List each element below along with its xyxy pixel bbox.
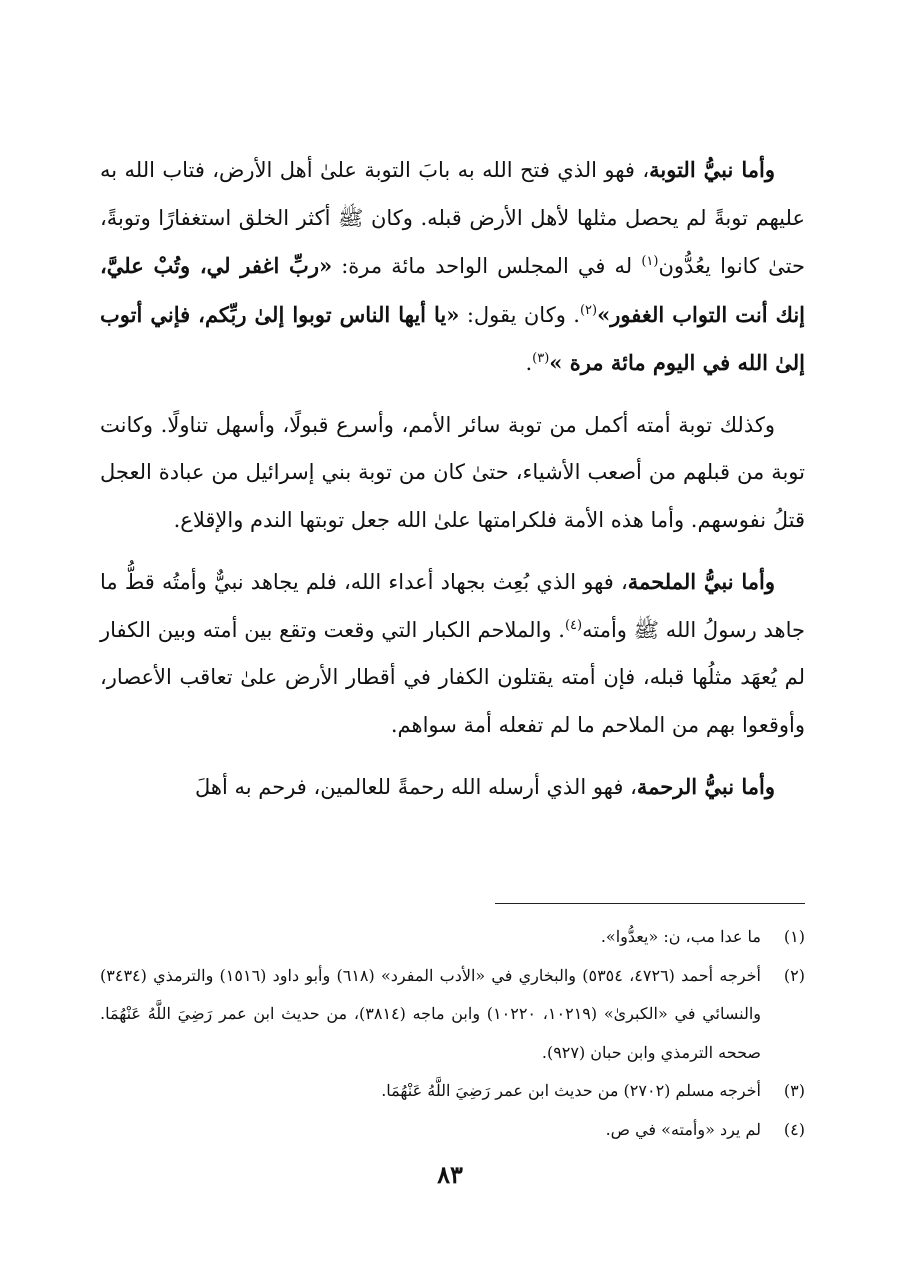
- paragraph-text: .: [525, 351, 533, 375]
- paragraph-text: وكذلك توبة أمته أكمل من توبة سائر الأمم، وأسرع قبولًا، وأسهل تناولًا. وكانت توبة من قبلهم من أصعب الأشياء، حتىٰ كان من توبة بني إسرائيل من عبادة العجل قتلُ نفوسهم. وأما هذه الأمة فلكرامتها علىٰ الله جعل توبتها الندم والإقلاع.: [100, 412, 805, 532]
- paragraph-text: . وكان يقول:: [459, 302, 580, 327]
- hadith-quote: «ربِّ اغفر لي، وتُبْ عليَّ، إنك أنت التواب الغفور»: [100, 253, 806, 327]
- paragraph-lead: وأما نبيُّ الملحمة: [627, 569, 775, 594]
- footnote-ref-3[interactable]: (٣): [532, 351, 550, 366]
- paragraph-text: . والملاحم الكبار التي وقعت وتقع بين أمته وبين الكفار لم يُعهَد مثلُها قبله، فإن أمته يقتلون الكفار في أقطار الأرض علىٰ تعاقب الأعصار، وأوقعوا بهم من الملاحم ما لم تفعله أمة سواهم.: [100, 617, 805, 737]
- paragraph-ummah-repentance: [100, 402, 805, 545]
- footnote-number: (٤): [783, 1119, 805, 1139]
- footnote-number: (٢): [783, 965, 805, 985]
- paragraph-lead: وأما نبيُّ التوبة: [649, 157, 776, 182]
- footnote-divider: [495, 903, 805, 904]
- footnote-3: [100, 1072, 805, 1111]
- footnote-1: [100, 918, 805, 957]
- footnotes: [100, 918, 805, 1149]
- footnote-number: (٣): [783, 1081, 805, 1100]
- footnote-ref-1[interactable]: (١): [641, 254, 659, 269]
- main-text: [100, 146, 805, 826]
- paragraph-lead: وأما نبيُّ الرحمة: [636, 774, 775, 799]
- footnote-ref-4[interactable]: (٤): [564, 617, 583, 633]
- footnote-text: أخرجه مسلم (٢٧٠٢) من حديث ابن عمر رَضِيَ اللَّهُ عَنْهُمَا.: [381, 1081, 761, 1100]
- paragraph-text: ، فهو الذي بُعِث بجهاد أعداء الله، فلم يجاهد نبيٌّ وأمتُه قطُّ ما جاهد رسولُ الله ﷺ وأمته: [100, 570, 805, 642]
- footnote-number: (١): [783, 927, 805, 946]
- footnote-text: لم يرد «وأمته» في ص.: [605, 1119, 761, 1139]
- paragraph-text: له في المجلس الواحد مائة مرة:: [332, 254, 642, 278]
- footnote-text: أخرجه أحمد (٤٧٢٦، ٥٣٥٤) والبخاري في «الأدب المفرد» (٦١٨) وأبو داود (١٥١٦) والترمذي (٣٤٣٤) والنسائي في «الكبرىٰ» (١٠٢١٩، ١٠٢٢٠) وابن ماجه (٣٨١٤)، من حديث ابن عمر رَضِيَ اللَّهُ عَنْهُمَا. صححه الترمذي وابن حبان (٩٢٧).: [100, 965, 762, 1062]
- footnote-4: [100, 1111, 805, 1150]
- footnote-text: ما عدا مب، ن: «يعدُّوا».: [600, 927, 761, 946]
- footnote-ref-2[interactable]: (٢): [579, 302, 598, 318]
- hadith-quote: «يا أيها الناس توبوا إلىٰ ربِّكم، فإني أتوب إلىٰ الله في اليوم مائة مرة »: [100, 301, 805, 375]
- paragraph-text: ، فهو الذي أرسله الله رحمةً للعالمين، فرحم به أهلَ: [194, 775, 637, 799]
- paragraph-text: ، فهو الذي فتح الله به بابَ التوبة علىٰ أهل الأرض، فتاب الله به عليهم توبةً لم يحصل مثلها لأهل الأرض قبله. وكان ﷺ أكثر الخلق استغفارًا وتوبةً، حتىٰ كانوا يعُدُّون: [100, 158, 805, 278]
- page-number: ٨٣: [437, 1160, 463, 1189]
- paragraph-mercy: [100, 763, 805, 812]
- paragraph-battle: [100, 558, 805, 749]
- footnote-2: [100, 957, 805, 1073]
- paragraph-repentance: [100, 146, 805, 388]
